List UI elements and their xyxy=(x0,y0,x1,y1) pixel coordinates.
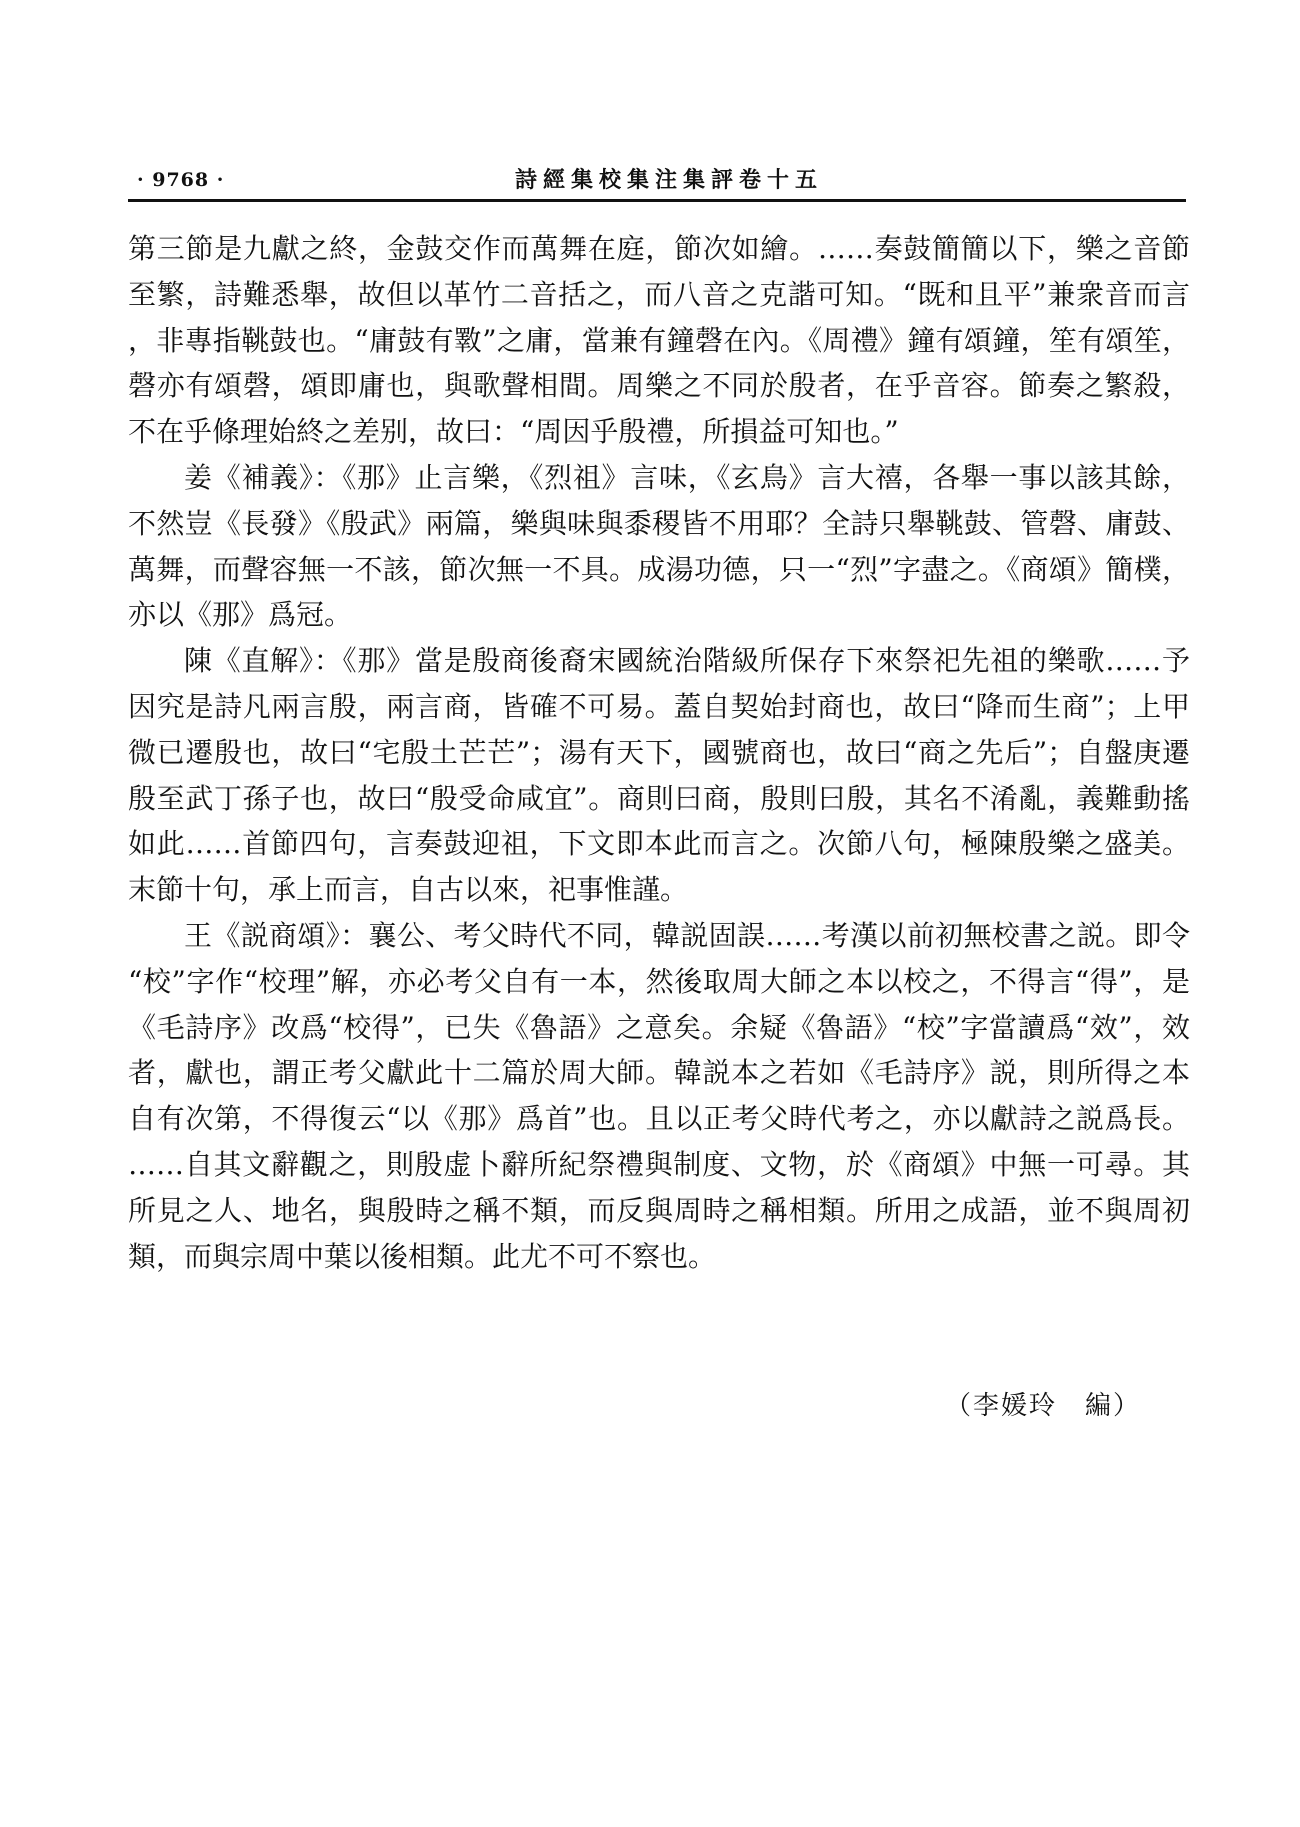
header-rule xyxy=(128,199,1186,202)
body-text xyxy=(128,226,1190,1279)
running-title: 詩經集校集注集評卷十五 xyxy=(515,167,824,193)
paragraph-wang-shuoshangsong: 王《説商頌》：襄公、考父時代不同，韓説固誤……考漢以前初無校書之説。即令“校”字作“校理”解，亦必考父自有一本，然後取周大師之本以校之，不得言“得”，是《毛詩序》改爲“校得”，已失《魯語》之意矣。余疑《魯語》“校”字當讀爲“效”，效者，獻也，謂正考父獻此十二篇於周大師。韓説本之若如《毛詩序》説，則所得之本自有次第，不得復云“以《那》爲首”也。且以正考父時代考之，亦以獻詩之説爲長。……自其文辭觀之，則殷虚卜辭所紀祭禮與制度、文物，於《商頌》中無一可尋。其所見之人、地名，與殷時之稱不類，而反與周時之稱相類。所用之成語，並不與周初類，而與宗周中葉以後相類。此尤不可不察也。 xyxy=(128,918,1190,1273)
paragraph-jiang-buyi: 姜《補義》：《那》止言樂，《烈祖》言味，《玄鳥》言大禧，各舉一事以該其餘，不然豈《長發》《殷武》兩篇，樂與味與黍稷皆不用耶？全詩只舉鞉鼓、管磬、庸鼓、萬舞，而聲容無一不該，節次無一不具。成湯功德，只一“烈”字盡之。《商頌》簡樸，亦以《那》爲冠。 xyxy=(128,460,1190,632)
page-number: · 9768 · xyxy=(137,169,225,191)
editor-credit: （李媛玲 編） xyxy=(945,1391,1142,1421)
paragraph-continuation: 第三節是九獻之終，金鼓交作而萬舞在庭，節次如繪。……奏鼓簡簡以下，樂之音節至繁，詩難悉舉，故但以革竹二音括之，而八音之克諧可知。“既和且平”兼衆音而言，非專指鞉鼓也。“庸鼓有斁”之庸，當兼有鐘磬在內。《周禮》鐘有頌鐘，笙有頌笙，磬亦有頌磬，頌即庸也，與歌聲相間。周樂之不同於殷者，在乎音容。節奏之繁殺，不在乎條理始終之差别，故曰：“周因乎殷禮，所損益可知也。” xyxy=(128,232,1190,449)
paragraph-chen-zhijie: 陳《直解》：《那》當是殷商後裔宋國統治階級所保存下來祭祀先祖的樂歌……予因究是詩凡兩言殷，兩言商，皆確不可易。蓋自契始封商也，故曰“降而生商”；上甲微已遷殷也，故曰“宅殷土芒芒”；湯有天下，國號商也，故曰“商之先后”；自盤庚遷殷至武丁孫子也，故曰“殷受命咸宜”。商則曰商，殷則曰殷，其名不淆亂，義難動搖如此……首節四句，言奏鼓迎祖，下文即本此而言之。次節八句，極陳殷樂之盛美。末節十句，承上而言，自古以來，祀事惟謹。 xyxy=(128,644,1190,907)
page-header xyxy=(133,162,1183,198)
